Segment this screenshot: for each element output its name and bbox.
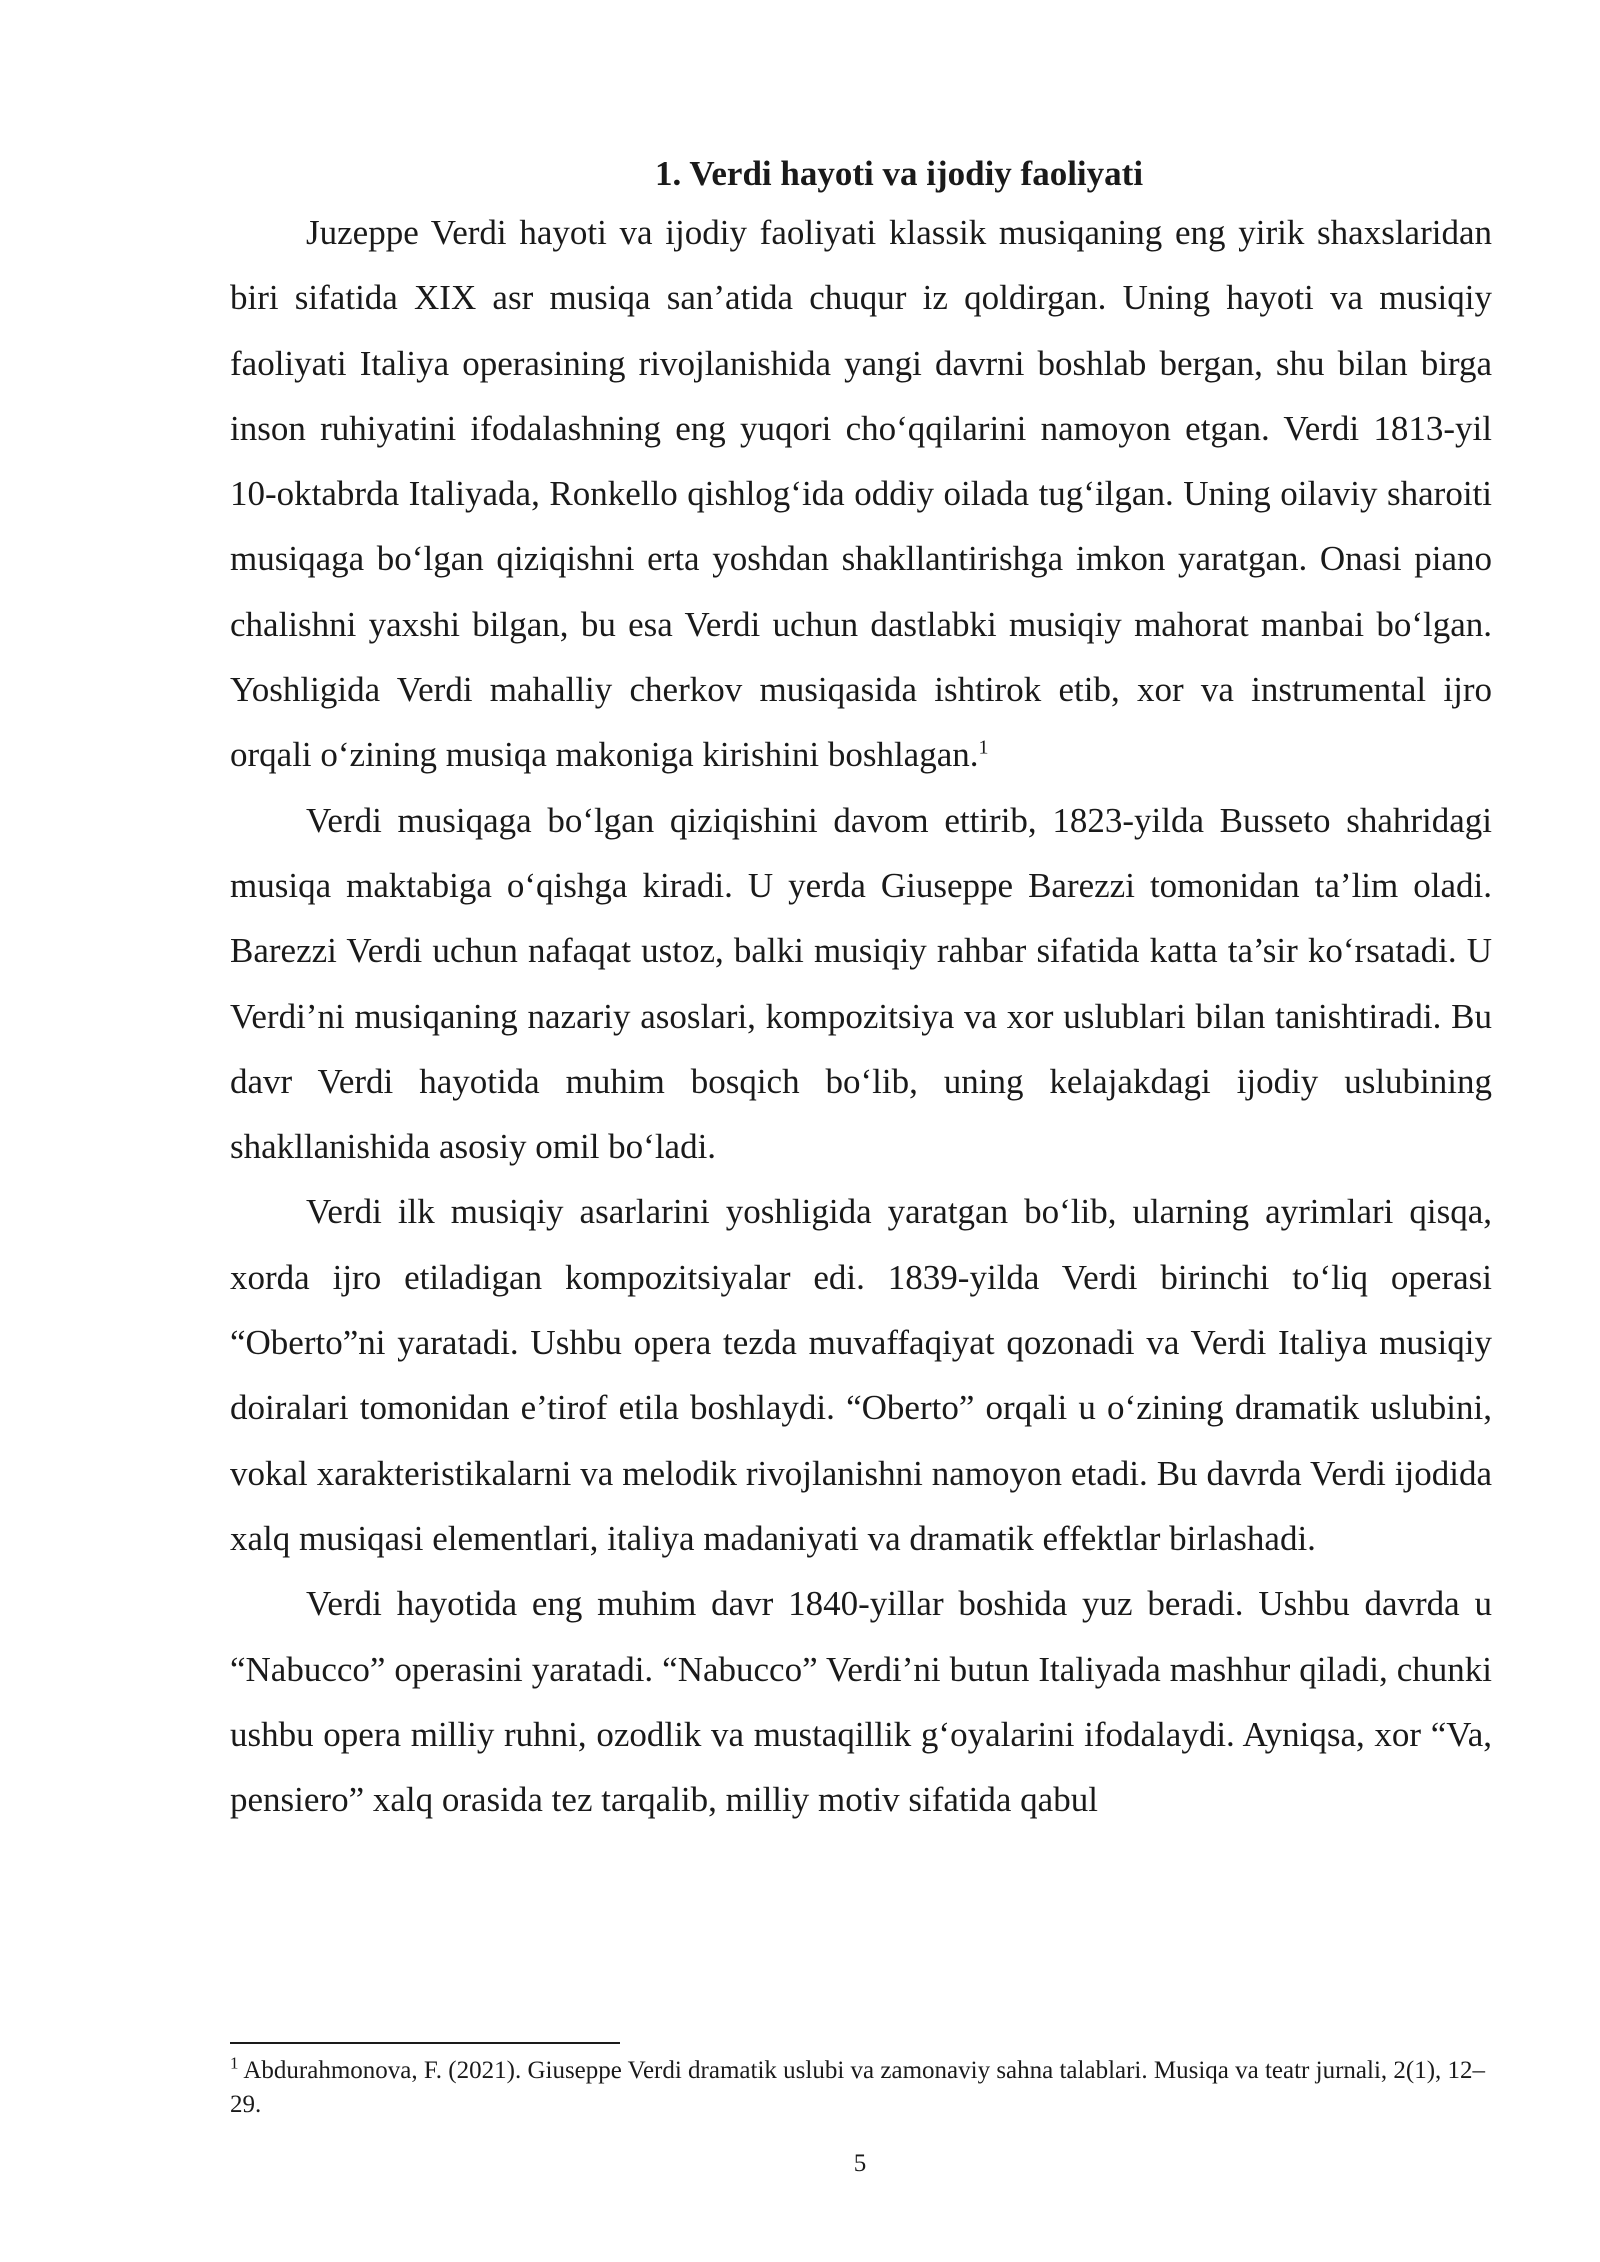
- section-heading: 1. Verdi hayoti va ijodiy faoliyati: [654, 154, 1144, 193]
- footnote: [230, 2054, 1492, 2122]
- page-body: [230, 150, 1492, 1832]
- footnote-reference[interactable]: 1: [978, 736, 989, 759]
- paragraph-2: Verdi musiqaga bo‘lgan qiziqishini davom ettirib, 1823-yilda Busseto shahridagi musiqa maktabiga o‘qishga kiradi. U yerda Giuseppe Barezzi tomonidan ta’lim oladi. Barezzi Verdi uchun nafaqat ustoz, balki musiqiy rahbar sifatida katta ta’sir ko‘rsatadi. U Verdi’ni musiqaning nazariy asoslari, kompozitsiya va xor uslublari bilan tanishtiradi. Bu davr Verdi hayotida muhim bosqich bo‘lib, uning kelajakdagi ijodiy uslubining shakllanishida asosiy omil bo‘ladi.: [230, 800, 1492, 1167]
- paragraph-4: Verdi hayotida eng muhim davr 1840-yillar boshida yuz beradi. Ushbu davrda u “Nabucco” operasini yaratadi. “Nabucco” Verdi’ni butun Italiyada mashhur qiladi, chunki ushbu opera milliy ruhni, ozodlik va mustaqillik g‘oyalarini ifodalaydi. Ayniqsa, xor “Va, pensiero” xalq orasida tez tarqalib, milliy motiv sifatida qabul: [230, 1584, 1492, 1820]
- paragraph-1: [230, 200, 1492, 788]
- paragraph-1-text: Juzeppe Verdi hayoti va ijodiy faoliyati klassik musiqaning eng yirik shaxslaridan biri sifatida XIX asr musiqa san’atida chuqur iz qoldirgan. Uning hayoti va musiqiy faoliyati Italiya operasining rivojlanishida yangi davrni boshlab bergan, shu bilan birga inson ruhiyatini ifodalashning eng yuqori cho‘qqilarini namoyon etgan. Verdi 1813-yil 10-oktabrda Italiyada, Ronkello qishlog‘ida oddiy oilada tug‘ilgan. Uning oilaviy sharoiti musiqaga bo‘lgan qiziqishni erta yoshdan shakllantirishga imkon yaratgan. Onasi piano chalishni yaxshi bilgan, bu esa Verdi uchun dastlabki musiqiy mahorat manbai bo‘lgan. Yoshligida Verdi mahalliy cherkov musiqasida ishtirok etib, xor va instrumental ijro orqali o‘zining musiqa makoniga kirishini boshlagan.: [230, 213, 1492, 775]
- footnote-separator: [230, 2042, 620, 2044]
- page-number: 5: [853, 2150, 867, 2177]
- footnote-text: Abdurahmonova, F. (2021). Giuseppe Verdi dramatik uslubi va zamonaviy sahna talablari. Musiqa va teatr jurnali, 2(1), 12–29.: [230, 2057, 1486, 2118]
- paragraph-3: Verdi ilk musiqiy asarlarini yoshligida yaratgan bo‘lib, ularning ayrimlari qisqa, xorda ijro etiladigan kompozitsiyalar edi. 1839-yilda Verdi birinchi to‘liq operasi “Oberto”ni yaratadi. Ushbu opera tezda muvaffaqiyat qozonadi va Verdi Italiya musiqiy doiralari tomonidan e’tirof etila boshlaydi. “Oberto” orqali u o‘zining dramatik uslubini, vokal xarakteristikalarni va melodik rivojlanishni namoyon etadi. Bu davrda Verdi ijodida xalq musiqasi elementlari, italiya madaniyati va dramatik effektlar birlashadi.: [230, 1192, 1492, 1558]
- footnote-marker: 1: [230, 2053, 239, 2073]
